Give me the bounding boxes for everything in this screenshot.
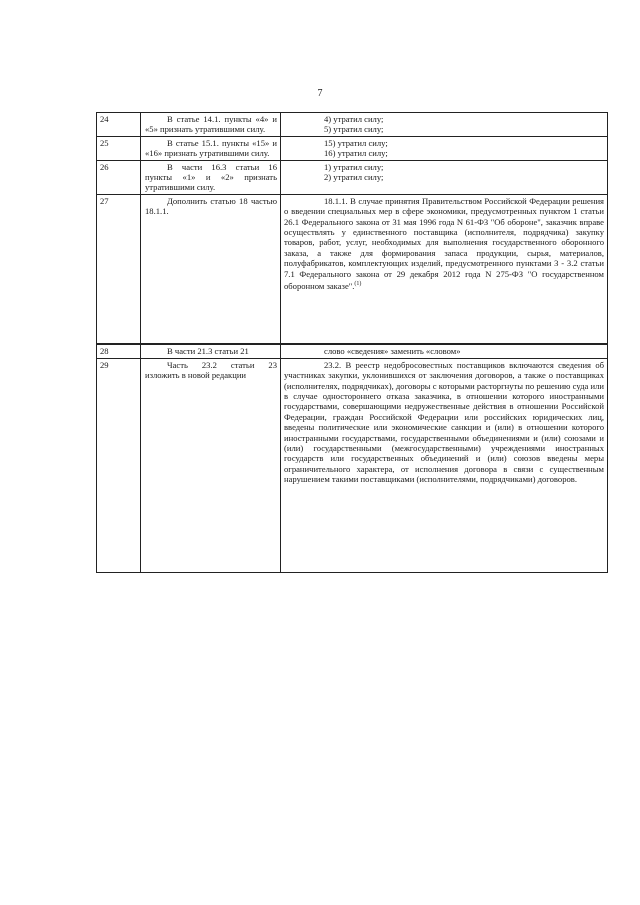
row-number: 26	[97, 160, 141, 194]
amendment-text: 1) утратил силу; 2) утратил силу;	[281, 160, 608, 194]
row-number: 29	[97, 358, 141, 572]
amendment-text: 18.1.1. В случае принятия Правительством Российской Федерации решения о введении специальных мер в сфере экономики, предусмотренных пунктом 1 статьи 26.1 Федерального закона от 31 мая 1996 года N 61-ФЗ "Об обороне", заказчик вправе осуществлять у единственного поставщика (исполнителя, подрядчика) закупку товаров, работ, услуг, необходимых для выполнения государственного оборонного заказа, а также для формирования запаса продукции, сырья, материалов, полуфабрикатов, комплектующих изделий, предусмотренного пунктами 3 - 3.2 статьи 7.1 Федерального закона от 29 декабря 2012 года N 275-ФЗ "О государственном оборонном заказе".$^{(1)}$	[281, 194, 608, 344]
amendments-table	[96, 112, 608, 573]
amendment-action: В части 16.3 статьи 16 пункты «1» и «2» признать утратившими силу.	[141, 160, 281, 194]
amendment-action: Дополнить статью 18 частью 18.1.1.	[141, 194, 281, 344]
amendment-action: Часть 23.2 статьи 23 изложить в новой редакции	[141, 358, 281, 572]
row-number: 25	[97, 136, 141, 160]
row-number: 27	[97, 194, 141, 344]
table-row	[97, 358, 608, 572]
amendment-text: 4) утратил силу; 5) утратил силу;	[281, 113, 608, 137]
row-number: 24	[97, 113, 141, 137]
footnote-marker: (1)	[354, 281, 362, 288]
amendment-action: В статье 15.1. пункты «15» и «16» признать утратившими силу.	[141, 136, 281, 160]
row-number: 28	[97, 344, 141, 358]
amendment-action: В части 21.3 статьи 21	[141, 344, 281, 358]
amendment-action: В статье 14.1. пункты «4» и «5» признать утратившими силу.	[141, 113, 281, 137]
table-row	[97, 194, 608, 344]
table-row	[97, 113, 608, 137]
table-row	[97, 136, 608, 160]
table-row	[97, 160, 608, 194]
page-number: 7	[317, 88, 323, 99]
amendment-text: слово «сведения» заменить «словом»	[281, 344, 608, 358]
amendment-text: 23.2. В реестр недобросовестных поставщиков включаются сведения об участниках закупки, уклонившихся от заключения договоров, а также о поставщиках (исполнителях, подрядчиках), договоры с которыми расторгнуты по решению суда или в случае одностороннего отказа заказчика, в отношении которого иностранными государствами, совершающими недружественные действия в отношении Российской Федерации, граждан Российской Федерации или российских юридических лиц, введены политические или экономические санкции и (или) в отношении которого иностранными государствами, государственными объединениями и (или) союзами и (или) государственными (межгосударственными) учреждениями иностранных государств или государственных объединений и (или) союзов введены меры ограничительного характера, от исполнения договора в связи с существенным нарушением такими поставщиками (исполнителями, подрядчиками) договоров.	[281, 358, 608, 572]
table-row	[97, 344, 608, 358]
amendment-text: 15) утратил силу; 16) утратил силу;	[281, 136, 608, 160]
